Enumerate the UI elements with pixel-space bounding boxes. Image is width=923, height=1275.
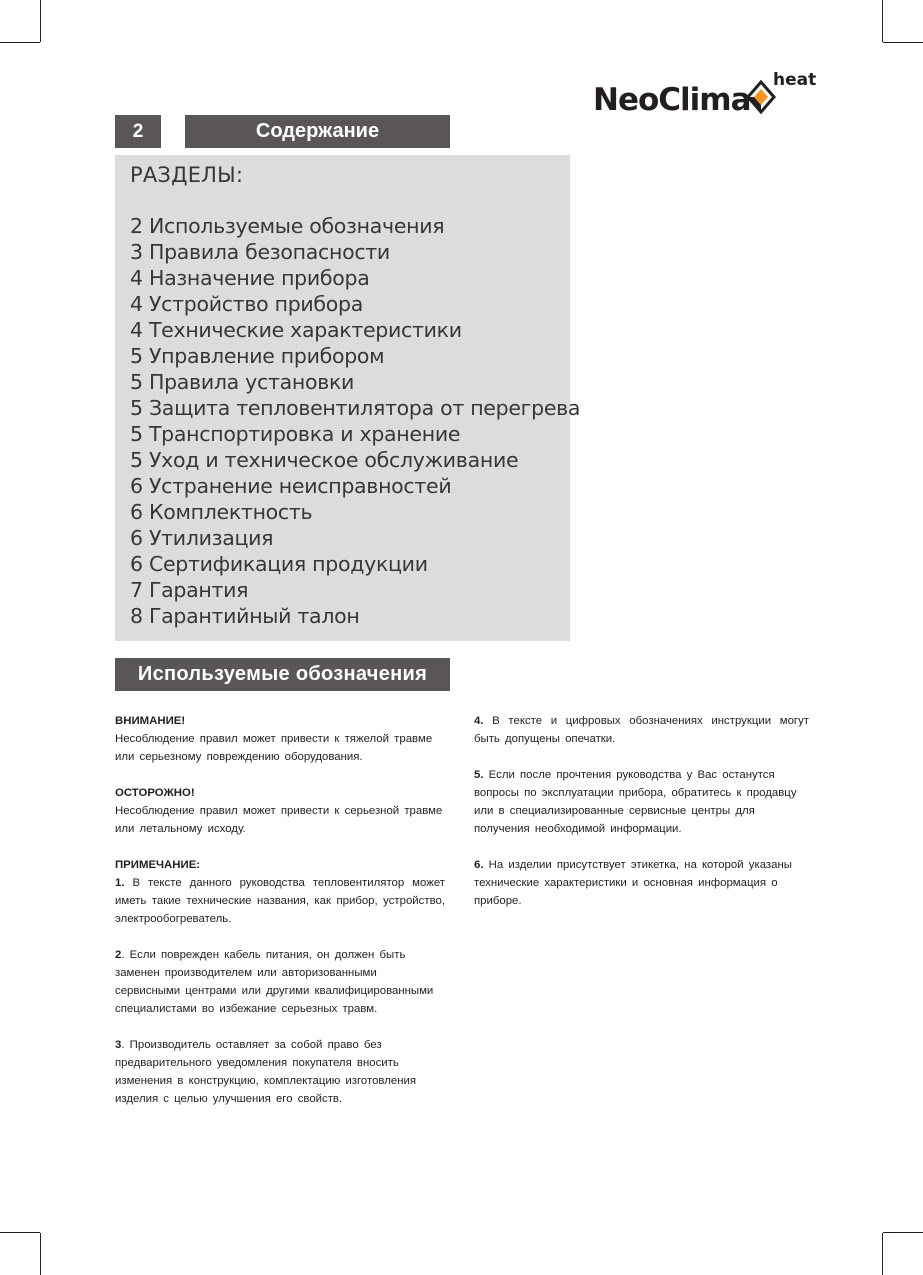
contents-item: 5 Транспортировка и хранение: [130, 422, 461, 446]
contents-item: 8 Гарантийный талон: [130, 604, 360, 628]
right-column: [474, 712, 809, 928]
contents-list: [130, 213, 580, 629]
note-3: [115, 1036, 445, 1108]
contents-item: 4 Устройство прибора: [130, 292, 363, 316]
note-6: [474, 856, 809, 910]
caution-block: [115, 784, 445, 838]
caution-title: ОСТОРОЖНО!: [115, 787, 195, 799]
note-2: [115, 946, 445, 1018]
crop-mark: [883, 42, 923, 43]
note-number: 2: [115, 949, 122, 961]
contents-item: 7 Гарантия: [130, 578, 249, 602]
contents-item: 5 Уход и техническое обслуживание: [130, 448, 519, 472]
contents-heading: РАЗДЕЛЫ:: [130, 163, 244, 187]
note-title: ПРИМЕЧАНИЕ:: [115, 859, 201, 871]
contents-item: 2 Используемые обозначения: [130, 214, 445, 238]
contents-item: 5 Управление прибором: [130, 344, 385, 368]
logo-diamond-icon: [746, 80, 776, 114]
note-text: . Если поврежден кабель питания, он должен быть заменен производителем или авторизованными сервисными центрами или другими квалифицированными специалистами во избежание серьезных травм.: [115, 949, 434, 1015]
logo-heat-text: heat: [773, 70, 817, 90]
contents-item: 6 Комплектность: [130, 500, 313, 524]
crop-mark: [882, 0, 883, 42]
contents-item: 5 Правила установки: [130, 370, 355, 394]
left-column: [115, 712, 445, 1126]
crop-mark: [0, 1232, 40, 1233]
page-number: 2: [115, 115, 161, 148]
crop-mark: [0, 42, 40, 43]
warning-block: [115, 712, 445, 766]
crop-mark: [40, 0, 41, 42]
contents-item: 6 Сертификация продукции: [130, 552, 428, 576]
note-1: [115, 856, 445, 928]
note-number: 5.: [474, 769, 484, 781]
crop-mark: [40, 1233, 41, 1275]
note-number: 1.: [115, 877, 125, 889]
contents-panel: [115, 155, 581, 641]
note-text: Если после прочтения руководства у Вас останутся вопросы по эксплуатации прибора, обратитесь к продавцу или в специализированные сервисные центры для получения необходимой информации.: [474, 769, 797, 835]
contents-item: 6 Устранение неисправностей: [130, 474, 452, 498]
note-text: . Производитель оставляет за собой право без предварительного уведомления покупателя вносить изменения в конструкцию, комплектацию изготовления изделия с целью улучшения его свойств.: [115, 1039, 417, 1105]
brand-logo: [593, 70, 817, 118]
note-number: 3: [115, 1039, 122, 1051]
note-text: На изделии присутствует этикетка, на которой указаны технические характеристики и основная информация о приборе.: [474, 859, 792, 907]
logo-brand-text: NeoClima: [593, 82, 751, 118]
page-title: Содержание: [185, 115, 450, 148]
note-5: [474, 766, 809, 838]
warning-text: Несоблюдение правил может привести к тяжелой травме или серьезному повреждению оборудования.: [115, 733, 433, 763]
caution-text: Несоблюдение правил может привести к серьезной травме или летальному исходу.: [115, 805, 443, 835]
contents-item: 4 Назначение прибора: [130, 266, 370, 290]
note-4: [474, 712, 809, 748]
contents-item: 5 Защита тепловентилятора от перегрева: [130, 396, 581, 420]
contents-item: 3 Правила безопасности: [130, 240, 390, 264]
crop-mark: [882, 1233, 883, 1275]
warning-title: ВНИМАНИЕ!: [115, 715, 186, 727]
crop-mark: [883, 1232, 923, 1233]
note-text: В тексте и цифровых обозначениях инструкции могут быть допущены опечатки.: [474, 715, 809, 745]
contents-item: 4 Технические характеристики: [130, 318, 462, 342]
note-text: В тексте данного руководства тепловентилятор может иметь такие технические названия, как прибор, устройство, электрообогреватель.: [115, 877, 445, 925]
section-title: Используемые обозначения: [115, 658, 450, 691]
note-number: 4.: [474, 715, 484, 727]
note-number: 6.: [474, 859, 484, 871]
contents-item: 6 Утилизация: [130, 526, 274, 550]
